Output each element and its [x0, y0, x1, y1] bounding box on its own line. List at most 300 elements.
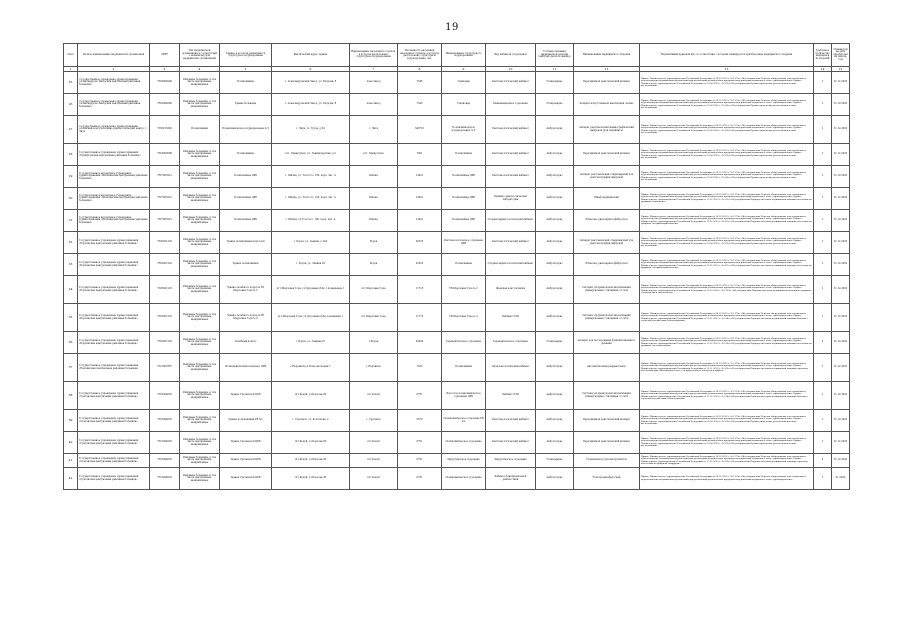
inn-cell: 7527003221 [150, 166, 180, 188]
quantity-cell: 1 [814, 94, 832, 116]
row-number: 26 [64, 94, 78, 116]
cabinet-cell: Оториноларингологический кабинет [486, 254, 536, 276]
table-body [64, 72, 850, 490]
locality-cell: пгт.Кокуй [350, 432, 398, 454]
organization-name: Государственное учреждение здравоохранения «Сретенская центральная районная больница» [78, 468, 150, 490]
cabinet-cell: Рентгенологический кабинет [486, 72, 536, 94]
quantity-cell: 1 [814, 410, 832, 432]
inn-cell: 7536015345 [150, 116, 180, 144]
equipment-table [63, 43, 850, 490]
quantity-cell: 1 [814, 72, 832, 94]
quantity-cell: 1 [814, 382, 832, 410]
organization-type-cell: Районные больницы, в том числе центральные, межрайонные [180, 432, 220, 454]
unit-cell: Взрослое поликлиническое отделение ЦРБ [442, 382, 486, 410]
column-number: 6 [272, 67, 350, 72]
address-cell: г. Сретенск, ул. Кочеткова, 2 [272, 410, 350, 432]
unit-cell: Терапевтическое отделение [442, 332, 486, 354]
unit-cell: Поликлиническое отделение [442, 468, 486, 490]
address-cell: с. Александровский Завод, ул. Петрова, 8 [272, 72, 350, 94]
device-cell: Аппарат рентгеновский маммографический цифровой (для скрининга) [574, 116, 640, 144]
building-cell: Поликлиника ЦРБ [220, 210, 272, 232]
column-number: 7 [350, 67, 398, 72]
organization-type-cell: Районные больницы, в том числе центральные, межрайонные [180, 210, 220, 232]
column-header: Планируемая дата приобретения (месяц, год) [832, 44, 850, 67]
unit-cell: Поликлиническое подразделение № 5 [442, 116, 486, 144]
table-row [64, 332, 850, 354]
organization-name: Государственное учреждение здравоохранения «Сретенская центральная районная больница» [78, 432, 150, 454]
organization-name: Государственное учреждение здравоохранения «Борзинская центральная районная больница» [78, 304, 150, 332]
table-row [64, 432, 850, 454]
organization-name: Государственное учреждение здравоохранения «Нерчинская центральная районная больница» [78, 354, 150, 382]
organization-type-cell: Районные больницы, в том числе центральные, межрайонные [180, 304, 220, 332]
conditions-cell: Стационарно [536, 454, 574, 468]
device-cell: Система ультразвуковой визуализации универсальная с питанием от сети [574, 276, 640, 304]
inn-cell: 7513002587 [150, 354, 180, 382]
quantity-cell: 1 [814, 166, 832, 188]
cabinet-cell: Рентгенологический кабинет [486, 144, 536, 166]
column-header: Тип медицинской организации в соответствии с номенклатурой медицинских организаций [180, 44, 220, 67]
locality-cell: пгт.Кокуй [350, 454, 398, 468]
inn-cell: 7529001223 [150, 304, 180, 332]
organization-name: Государственное автономное учреждение здравоохранения «Шилкинская центральная районная больница» [78, 188, 150, 210]
locality-cell: г.Борзя [350, 332, 398, 354]
legal-basis-cell: Приказ Министерства здравоохранения Российской Федерации от 28.12.2020 г. № 1379н «Об утверждении Перечня оборудования для оснащения и переоснащения медицинских организаций при реализации региональных программ модернизации первичного звена здравоохранения» Приказ Министерства здравоохранения Российской Федерации от 12.11.2012 г. № 905н «Об утверждении Порядка оказания медицинской помощи населению по профилю «оториноларингология» [640, 254, 814, 276]
column-header: Условия оказания медицинской помощи (амбулаторно/в больнице) [536, 44, 574, 67]
conditions-cell: Амбулаторно [536, 116, 574, 144]
device-cell: Шкаф медицинский [574, 188, 640, 210]
inn-cell: 7529001223 [150, 254, 180, 276]
population-cell: 11715 [398, 276, 442, 304]
address-cell: пгт.Кокуй, ул.Борзова,39 [272, 468, 350, 490]
column-number: 5 [220, 67, 272, 72]
cabinet-cell: Терапевтическое отделение [486, 332, 536, 354]
column-header: Численность населения населенного пункта, в котором расположено структурное подразделение, чел. [398, 44, 442, 67]
table-row [64, 454, 850, 468]
column-header: Нормативный правовой акт, в соответствии с которым планируется приобретение медицинского изделия [640, 44, 814, 67]
device-cell: Аппарат рентгеновский стационарный для рентгенографии цифровой [574, 232, 640, 254]
cabinet-cell: Рентгенологический кабинет [486, 166, 536, 188]
column-number: 12 [574, 67, 640, 72]
conditions-cell: Амбулаторно [536, 210, 574, 232]
column-number: 10 [486, 67, 536, 72]
locality-cell: Шилка [350, 166, 398, 188]
conditions-cell: Амбулаторно [536, 166, 574, 188]
building-cell: Поликлиника [220, 72, 272, 94]
table-row [64, 354, 850, 382]
device-cell: Аппарат для исследования функций внешнего дыхания [574, 332, 640, 354]
organization-name: Государственное учреждение здравоохранения «Приаргунская центральная районная больница» [78, 144, 150, 166]
population-cell: 349713 [398, 116, 442, 144]
cabinet-cell: Рентгенологический кабинет [486, 232, 536, 254]
table-row [64, 144, 850, 166]
unit-cell: Поликлиника ЦРБ [442, 166, 486, 188]
address-cell: пгт.Кокуй, ул.Борзова,39 [272, 432, 350, 454]
organization-name: Государственное автономное учреждение здравоохранения «Шилкинская центральная районная больница» [78, 166, 150, 188]
locality-cell: пгт.Кокуй [350, 382, 398, 410]
purchase-date-cell: 31.12.2023 [832, 432, 850, 454]
address-cell: пгт.Кокуй, ул.Борзова,39 [272, 454, 350, 468]
organization-type-cell: Районные больницы, в том числе центральные, межрайонные [180, 410, 220, 432]
organization-type-cell: Районные больницы, в том числе центральные, межрайонные [180, 382, 220, 410]
row-number: 41 [64, 454, 78, 468]
legal-basis-cell: Приказ Министерства здравоохранения Российской Федерации от 28.12.2020 г. № 1379н «Об утверждении Перечня оборудования для оснащения и переоснащения медицинских организаций при реализации региональных программ модернизации первичного звена здравоохранения» Приказ Министерства здравоохранения Российской Федерации от 12.11.2012 г. № 905н «Об утверждении Порядка оказания медицинской помощи населению по профилю «оториноларингология» [640, 210, 814, 232]
cabinet-cell: Рентгенологический кабинет [486, 432, 536, 454]
device-cell: Автоматический рефрактометр [574, 354, 640, 382]
cabinet-cell: Рентгенологический кабинет [486, 410, 536, 432]
row-number: 29 [64, 166, 78, 188]
organization-type-cell: Районные больницы, в том числе центральные, межрайонные [180, 232, 220, 254]
column-header: Фактический адрес здания [272, 44, 350, 67]
locality-cell: Шилка [350, 188, 398, 210]
population-cell: 6791 [398, 432, 442, 454]
address-cell: пгт.Кокуй, ул.Борзова,39 [272, 382, 350, 410]
organization-type-cell: Районные больницы, в том числе центральные, межрайонные [180, 332, 220, 354]
building-cell: Поликлиника ЦРБ [220, 188, 272, 210]
inn-cell: 7518000998 [150, 144, 180, 166]
locality-cell: пгт.Шерловая Гора [350, 276, 398, 304]
quantity-cell: 1 [814, 188, 832, 210]
locality-cell: Шилка [350, 210, 398, 232]
legal-basis-cell: Приказ Министерства здравоохранения Российской Федерации от 28.12.2020 г. № 1379н «Об утверждении Перечня оборудования для оснащения и переоснащения медицинских организаций при реализации региональных программ модернизации первичного звена здравоохранения» Приказ Министерства здравоохранения Российской Федерации от 15.11.2012 г. № 916н «Об утверждении Порядка оказания медицинской помощи населению по профилю «пульмонология» [640, 332, 814, 354]
column-number: 1 [64, 67, 78, 72]
organization-type-cell: Районные больницы, в том числе центральные, межрайонные [180, 454, 220, 468]
building-cell: Лечебный корпус [220, 332, 272, 354]
quantity-cell: 2 [814, 332, 832, 354]
organization-type-cell: Районные больницы, в том числе центральные, межрайонные [180, 354, 220, 382]
purchase-date-cell: 31.12.2023 [832, 144, 850, 166]
quantity-cell: 2 [814, 454, 832, 468]
inn-cell: 7519004602 [150, 454, 180, 468]
device-cell: Система ультразвуковой визуализации универсальная с питанием от сети [574, 382, 640, 410]
column-number: 9 [442, 67, 486, 72]
column-number: 11 [536, 67, 574, 72]
purchase-date-cell: 31.2023 [832, 468, 850, 490]
locality-cell: г. Чита [350, 116, 398, 144]
organization-type-cell: Районные больницы, в том числе центральные, межрайонные [180, 188, 220, 210]
inn-cell: 7527003221 [150, 210, 180, 232]
population-cell: 12491 [398, 210, 442, 232]
locality-cell: пгт.Шерловая Гора [350, 304, 398, 332]
address-cell: пгт.Шерловая Гора, ул.Дорожная (б/н) 1 помещение 1 [272, 276, 350, 304]
table-row [64, 210, 850, 232]
inn-cell: 7519004602 [150, 382, 180, 410]
row-number: 42 [64, 468, 78, 490]
purchase-date-cell: 31.12.2022 [832, 276, 850, 304]
row-number: 27 [64, 116, 78, 144]
inn-cell: 7519004602 [150, 468, 180, 490]
row-number: 39 [64, 410, 78, 432]
organization-name: Государственное учреждение здравоохранения «Борзинская центральная районная больница» [78, 254, 150, 276]
population-cell: 11715 [398, 304, 442, 332]
unit-cell: Хирургическое отделение [442, 454, 486, 468]
quantity-cell: 1 [814, 254, 832, 276]
table-row [64, 410, 850, 432]
cabinet-cell: Рентгенологический кабинет [486, 116, 536, 144]
purchase-date-cell: 31.12.2023 [832, 210, 850, 232]
purchase-date-cell: 31.12.2022 [832, 116, 850, 144]
inn-cell: 7529001223 [150, 332, 180, 354]
inn-cell: 7529001223 [150, 232, 180, 254]
row-number: 32 [64, 232, 78, 254]
organization-name: государственное учреждение здравоохранения «Агинский консультативно-диагностический центр» г. Чита [78, 116, 150, 144]
building-cell: Поликлинический комплекс ЦРБ [220, 354, 272, 382]
unit-cell: Поликлиника [442, 254, 486, 276]
conditions-cell: Амбулаторно [536, 354, 574, 382]
address-cell: г. Борзя, ул. Ленина 20 [272, 254, 350, 276]
table-row [64, 72, 850, 94]
inn-cell: 7503004906 [150, 72, 180, 94]
locality-cell: пгт. Приаргунск [350, 144, 398, 166]
legal-basis-cell: Приказ Министерства здравоохранения Российской Федерации от 28.12.2020 г. № 1379н «Об утверждении Перечня оборудования для оснащения и переоснащения медицинских организаций при реализации региональных программ модернизации первичного звена здравоохранения» Приказ Министерства здравоохранения Российской Федерации от 15.11.2012 г. № 918н «Об утверждении Порядка оказания медицинской помощи больным с сердечно-сосудистыми заболеваниями» [640, 304, 814, 332]
conditions-cell: Амбулаторно [536, 468, 574, 490]
locality-cell: Алек-Завод [350, 94, 398, 116]
building-cell: Поликлиника [220, 144, 272, 166]
building-cell: Здание Сретенской ЦРБ [220, 382, 272, 410]
unit-cell: Поликлиника [442, 144, 486, 166]
legal-basis-cell: Приказ Министерства здравоохранения Российской Федерации от 28.12.2020 г. № 1379н «Об утверждении Перечня оборудования для оснащения и переоснащения медицинских организаций при реализации региональных программ модернизации первичного звена здравоохранения» Приказ Министерства здравоохранения Российской Федерации от 15.11.2012 г. № 918н «Об утверждении Порядка оказания медицинской помощи больным с сердечно-сосудистыми заболеваниями» [640, 382, 814, 410]
cabinet-cell: Офтальмологический кабинет [486, 354, 536, 382]
quantity-cell: 1 [814, 276, 832, 304]
organization-type-cell: Районные больницы, в том числе центральные, межрайонные [180, 72, 220, 94]
device-cell: Аппарат рентгеновский стационарный для рентгенографии цифровой [574, 166, 640, 188]
legal-basis-cell: Приказ Министерства здравоохранения Российской Федерации от 28.12.2020 г. № 1379н «Об утверждении Перечня оборудования для оснащения и переоснащения медицинских организаций при реализации региональных программ модернизации первичного звена здравоохранения» Приказ Министерства здравоохранения Российской Федерации от 15.11.2012 г. № 922н «Об утверждении Порядка оказания медицинской помощи взрослому населению по профилю «хирургия» [640, 454, 814, 468]
building-cell: Здание Сретенской ЦРБ [220, 432, 272, 454]
population-cell: 29004 [398, 332, 442, 354]
conditions-cell: Амбулаторно [536, 410, 574, 432]
table-row [64, 304, 850, 332]
column-number: 13 [640, 67, 814, 72]
header-row [64, 44, 850, 67]
device-cell: Передвижной рентгеновский аппарат [574, 72, 640, 94]
organization-name: Государственное учреждение здравоохранения «Борзинская центральная районная больница» [78, 276, 150, 304]
address-cell: г.Борзя, ул. Ленина,10 [272, 332, 350, 354]
building-cell: Здание поликлиники взрослой [220, 232, 272, 254]
organization-name: Государственное учреждение здравоохранения «Борзинская центральная районная больница» [78, 232, 150, 254]
purchase-date-cell: 31.12.2023 [832, 72, 850, 94]
address-cell: г. Чита, ул. Труда, д.20 [272, 116, 350, 144]
unit-cell: Стационар [442, 94, 486, 116]
legal-basis-cell: Приказ Министерства здравоохранения Российской Федерации от 28.12.2020 г. № 1379н «Об утверждении Перечня оборудования для оснащения и переоснащения медицинских организаций при реализации региональных программ модернизации первичного звена здравоохранения» Приказ Министерства здравоохранения Российской Федерации от 09.06.2020 г. № 560н «Об утверждении Правил проведения рентгенологических исследований» [640, 432, 814, 454]
row-number: 30 [64, 188, 78, 210]
row-number: 31 [64, 210, 78, 232]
conditions-cell: Стационарно [536, 72, 574, 94]
organization-name: Государственное учреждение здравоохранения «Сретенская центральная районная больница» [78, 454, 150, 468]
device-cell: Этикетка, риноларингофиброскоп [574, 210, 640, 232]
column-header: Полное наименование медицинской организации [78, 44, 150, 67]
unit-cell: стационар [442, 72, 486, 94]
quantity-cell: 1 [814, 468, 832, 490]
conditions-cell: Амбулаторно [536, 254, 574, 276]
purchase-date-cell: 31.12.2022 [832, 254, 850, 276]
cabinet-cell: Реанимационное отделение [486, 94, 536, 116]
column-number: 8 [398, 67, 442, 72]
population-cell: 12491 [398, 166, 442, 188]
organization-name: Государственное учреждение здравоохранения «Сретенская центральная районная больница» [78, 410, 150, 432]
legal-basis-cell: Приказ Министерства здравоохранения Российской Федерации от 28.12.2020 г. № 1379н «Об утверждении Перечня оборудования для оснащения и переоснащения медицинских организаций при реализации региональных программ модернизации первичного звена здравоохранения» [640, 468, 814, 490]
purchase-date-cell: 31.12.2023 [832, 94, 850, 116]
device-cell: Этикетка, риноларингофиброскоп [574, 254, 640, 276]
cabinet-cell: Кабинет УЗИ [486, 382, 536, 410]
legal-basis-cell: Приказ Министерства здравоохранения Российской Федерации от 28.12.2020 г. № 1379н «Об утверждении Перечня оборудования для оснащения и переоснащения медицинских организаций при реализации региональных программ модернизации первичного звена здравоохранения» Приказ Министерства здравоохранения Российской Федерации от 09.06.2020 г. № 560н «Об утверждении Правил проведения рентгенологических исследований» [640, 232, 814, 254]
device-cell: Система ультразвуковой визуализации универсальная с питанием от сети [574, 304, 640, 332]
legal-basis-cell: Приказ Министерства здравоохранения Российской Федерации от 28.12.2020 г. № 1379н «Об утверждении Перечня оборудования для оснащения и переоснащения медицинских организаций при реализации региональных программ модернизации первичного звена здравоохранения» Приказ Министерства здравоохранения Российской Федерации от 20.10.2020 г. № 1130н «Об утверждении Порядка оказания медицинской помощи по профилю «акушерство и гинекология» [640, 276, 814, 304]
column-header: Здание, в котором размещается структурное подразделение [220, 44, 272, 67]
quantity-cell: 1 [814, 144, 832, 166]
cabinet-cell: Клинико-диагностическая лаборатория [486, 188, 536, 210]
purchase-date-cell: 31.12.2023 [832, 188, 850, 210]
locality-cell: Борзя [350, 232, 398, 254]
legal-basis-cell: Приказ Министерства здравоохранения Российской Федерации от 28.12.2020 г. № 1379н «Об утверждении Перечня оборудования для оснащения и переоснащения медицинских организаций при реализации региональных программ модернизации первичного звена здравоохранения» Приказ Министерства здравоохранения Российской Федерации от 09.06.2020 г. № 560н «Об утверждении Правил проведения рентгенологических исследований» [640, 144, 814, 166]
inn-cell: 7519004602 [150, 410, 180, 432]
organization-type-cell: Районные больницы, в том числе центральные, межрайонные [180, 94, 220, 116]
column-number: 4 [180, 67, 220, 72]
table-row [64, 276, 850, 304]
column-number: 14 [814, 67, 832, 72]
unit-cell: Рентгенологическое отделение ЦРБ [442, 232, 486, 254]
purchase-date-cell: 31.12.2022 [832, 454, 850, 468]
organization-type-cell: Районные больницы, в том числе центральные, межрайонные [180, 166, 220, 188]
row-number: 36 [64, 332, 78, 354]
address-cell: г. Борзя, ул. Ленина, д.10А [272, 232, 350, 254]
table-header [64, 44, 850, 72]
population-cell: 29325 [398, 254, 442, 276]
organization-name: государственное учреждение здравоохранения «Александрово-Заводская центральная районная больница» [78, 72, 150, 94]
population-cell: 12491 [398, 188, 442, 210]
conditions-cell: Амбулаторно [536, 276, 574, 304]
building-cell: Здание лечебного корпуса УБ Шерловая Гора № 2 [220, 276, 272, 304]
cabinet-cell: Женская консультация [486, 276, 536, 304]
purchase-date-cell: 31.12.2023 [832, 354, 850, 382]
quantity-cell: 1 [814, 116, 832, 144]
cabinet-cell: Оториноларингологический кабинет [486, 210, 536, 232]
device-cell: Электроэнцефалограф [574, 468, 640, 490]
population-cell: 7345 [398, 94, 442, 116]
conditions-cell: Стационарно [536, 94, 574, 116]
purchase-date-cell: 31.12.2022 [832, 304, 850, 332]
column-header: №п/п [64, 44, 78, 67]
device-cell: Передвижной рентгеновский аппарат [574, 432, 640, 454]
purchase-date-cell: 31.12.2023 [832, 410, 850, 432]
purchase-date-cell: 31.12.2023 [832, 166, 850, 188]
legal-basis-cell: Приказ Министерства здравоохранения Российской Федерации от 28.12.2020 г. № 1379н «Об утверждении Перечня оборудования для оснащения и переоснащения медицинских организаций при реализации региональных программ модернизации первичного звена здравоохранения» Приказ Министерства здравоохранения Российской Федерации от 12.11.2012 г. № 902н «Об утверждении Порядка оказания медицинской помощи взрослому населению при заболеваниях глаза, его придаточного аппарата и орбиты» [640, 354, 814, 382]
conditions-cell: Амбулаторно [536, 382, 574, 410]
population-cell: 29325 [398, 232, 442, 254]
row-number: 37 [64, 354, 78, 382]
inn-cell: 7527003221 [150, 188, 180, 210]
population-cell: 7061 [398, 144, 442, 166]
address-cell: с. Александровский Завод, ул. Петрова, 8 [272, 94, 350, 116]
legal-basis-cell: Приказ Министерства здравоохранения Российской Федерации от 28.12.2020 г. № 1379н «Об утверждении Перечня оборудования для оснащения и переоснащения медицинских организаций при реализации региональных программ модернизации первичного звена здравоохранения» Приказ Министерства здравоохранения Российской Федерации от 09.06.2020 г. № 560н «Об утверждении Правил проведения рентгенологических исследований» [640, 116, 814, 144]
conditions-cell: Амбулаторно [536, 144, 574, 166]
building-cell: Здание поликлиники [220, 254, 272, 276]
table-row [64, 232, 850, 254]
inn-cell: 7529001223 [150, 276, 180, 304]
column-header: ИНН [150, 44, 180, 67]
column-header: Наименование населенного пункта, в котором расположено структурное подразделение [350, 44, 398, 67]
population-cell: 6791 [398, 382, 442, 410]
legal-basis-cell: Приказ Министерства здравоохранения Российской Федерации от 28.12.2020 г. № 1379н «Об утверждении Перечня оборудования для оснащения и переоснащения медицинских организаций при реализации региональных программ модернизации первичного звена здравоохранения» Приказ Министерства здравоохранения Российской Федерации от 15.11.2012 г. № 915н «Об утверждении Порядка оказания медицинской помощи населению по профилю «онкология» [640, 188, 814, 210]
address-cell: пгт.Шерловая Гора, ул.Дорожная (б/н) помещение 1 [272, 304, 350, 332]
unit-cell: Поликлиника [442, 354, 486, 382]
building-cell: Поликлиника ЦРБ [220, 166, 272, 188]
quantity-cell: 1 [814, 232, 832, 254]
unit-cell: УБ Шерловая Гора № 2 [442, 276, 486, 304]
column-number: 15 [832, 67, 850, 72]
organization-name: Государственное учреждение здравоохранения «Борзинская центральная районная больница» [78, 332, 150, 354]
conditions-cell: Амбулаторно [536, 432, 574, 454]
organization-type-cell: Районные больницы, в том числе центральные, межрайонные [180, 144, 220, 166]
building-cell: Поликлиническое подразделение № 5 [220, 116, 272, 144]
device-cell: Передвижной рентгеновский аппарат [574, 144, 640, 166]
legal-basis-cell: Приказ Министерства здравоохранения Российской Федерации от 28.12.2020 г. № 1379н «Об утверждении Перечня оборудования для оснащения и переоснащения медицинских организаций при реализации региональных программ модернизации первичного звена здравоохранения» Приказ Министерства здравоохранения Российской Федерации от 09.06.2020 г. № 560н «Об утверждении Правил проведения рентгенологических исследований» [640, 94, 814, 116]
device-cell: Передвижной рентгеновский аппарат [574, 410, 640, 432]
conditions-cell: Стационарно [536, 332, 574, 354]
column-header: Наименование медицинского изделия [574, 44, 640, 67]
building-cell: Здание Сретенской ЦРБ [220, 468, 272, 490]
population-cell: 7345 [398, 72, 442, 94]
legal-basis-cell: Приказ Министерства здравоохранения Российской Федерации от 28.12.2020 г. № 1379н «Об утверждении Перечня оборудования для оснащения и переоснащения медицинских организаций при реализации региональных программ модернизации первичного звена здравоохранения» Приказ Министерства здравоохранения Российской Федерации от 09.06.2020 г. № 560н «Об утверждении Правил проведения рентгенологических исследований» [640, 166, 814, 188]
column-number: 2 [78, 67, 150, 72]
locality-cell: Борзя [350, 254, 398, 276]
building-cell: Здание больницы [220, 94, 272, 116]
population-cell: 7633 [398, 354, 442, 382]
locality-cell: пгт.Кокуй [350, 468, 398, 490]
device-cell: Аппарат искусственной вентиляции легких [574, 94, 640, 116]
page-number: 19 [445, 22, 459, 33]
column-number: 3 [150, 67, 180, 72]
organization-name: государственное учреждение здравоохранения «Александрово-Заводская центральная районная больница» [78, 94, 150, 116]
table-row [64, 166, 850, 188]
organization-type-cell: Районные больницы, в том числе центральные, межрайонные [180, 254, 220, 276]
row-number: 34 [64, 276, 78, 304]
inn-cell: 7503004906 [150, 94, 180, 116]
unit-cell: Поликлиническое отделение [442, 432, 486, 454]
quantity-cell: 1 [814, 304, 832, 332]
device-cell: Стерилизатор для инструментов [574, 454, 640, 468]
organization-name: Государственное учреждение здравоохранения «Сретенская центральная районная больница» [78, 382, 150, 410]
legal-basis-cell: Приказ Министерства здравоохранения Российской Федерации от 28.12.2020 г. № 1379н «Об утверждении Перечня оборудования для оснащения и переоснащения медицинских организаций при реализации региональных программ модернизации первичного звена здравоохранения» Приказ Министерства здравоохранения Российской Федерации от 09.06.2020 г. № 560н «Об утверждении Правил проведения рентгенологических исследований» [640, 72, 814, 94]
table-row [64, 116, 850, 144]
table-row [64, 188, 850, 210]
locality-cell: г. Сретенск [350, 410, 398, 432]
address-cell: г. Шилка, ул.Толстого, 106, корп. лит. А [272, 210, 350, 232]
locality-cell: Алек-Завод [350, 72, 398, 94]
building-cell: Здание лечебного корпуса УБ Шерловая Гора № 2 [220, 304, 272, 332]
column-header: Наименование структурного подразделения [442, 44, 486, 67]
table-row [64, 468, 850, 490]
population-cell: 6570 [398, 410, 442, 432]
cabinet-cell: Хирургическое отделение [486, 454, 536, 468]
building-cell: Здание Сретенской ЦРБ [220, 454, 272, 468]
address-cell: г. Шилка, ул. Толстого, 106, корп. лит. А [272, 188, 350, 210]
legal-basis-cell: Приказ Министерства здравоохранения Российской Федерации от 28.12.2020 г. № 1379н «Об утверждении Перечня оборудования для оснащения и переоснащения медицинских организаций при реализации региональных программ модернизации первичного звена здравоохранения» Приказ Министерства здравоохранения Российской Федерации от 09.06.2020 г. № 560н «Об утверждении Правил проведения рентгенологических исследований» [640, 410, 814, 432]
column-header: Вид кабинета (отделения) [486, 44, 536, 67]
cabinet-cell: Кабинет УЗИ [486, 304, 536, 332]
cabinet-cell: Кабинет функциональной диагностики [486, 468, 536, 490]
unit-cell: Поликлиническое отделение РБ №1 [442, 410, 486, 432]
building-cell: Здание поликлиники РБ №1 [220, 410, 272, 432]
locality-cell: г.Нерчинск [350, 354, 398, 382]
purchase-date-cell: 31.12.2022 [832, 382, 850, 410]
conditions-cell: Амбулаторно [536, 232, 574, 254]
quantity-cell: 1 [814, 432, 832, 454]
organization-type-cell: Районные больницы, в том числе центральные, межрайонные [180, 276, 220, 304]
row-number: 38 [64, 382, 78, 410]
address-cell: г.Нерчинск,ул.Комсомольская,7 [272, 354, 350, 382]
quantity-cell: 1 [814, 354, 832, 382]
table-row [64, 94, 850, 116]
purchase-date-cell: 31.12.2023 [832, 232, 850, 254]
